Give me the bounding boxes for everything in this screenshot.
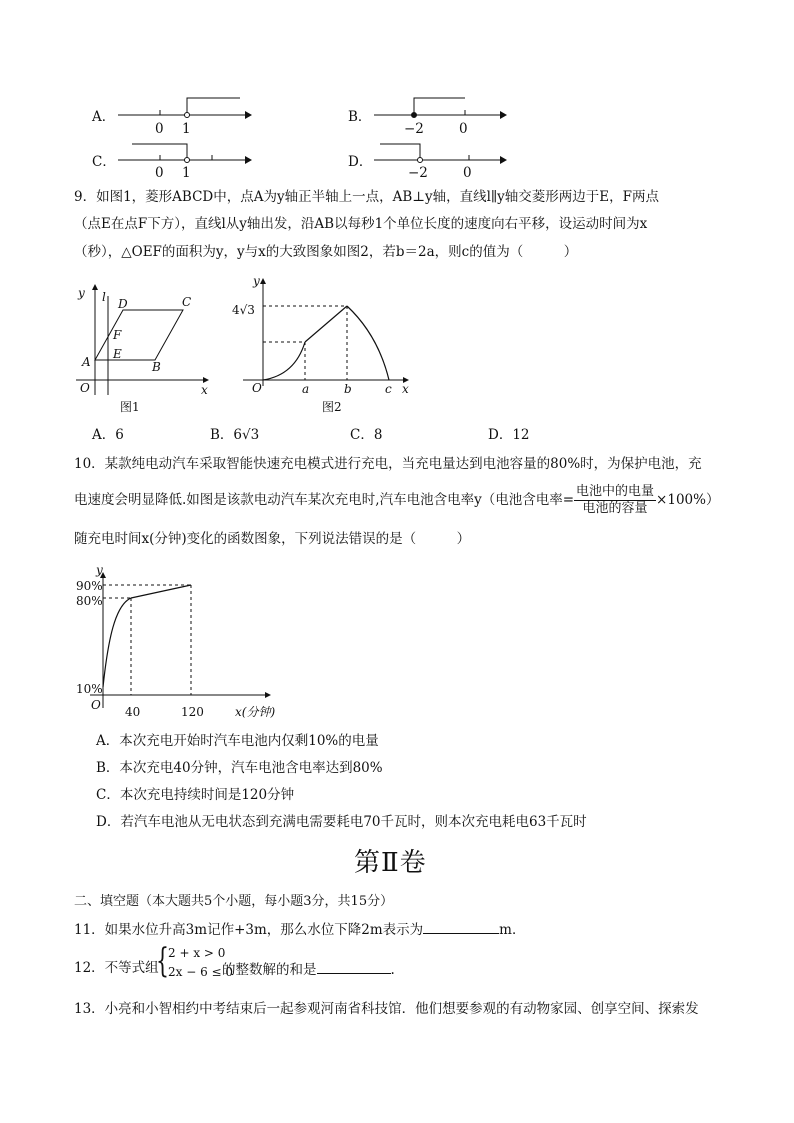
q8-b-tick-neg2: −2: [404, 121, 424, 137]
q8-d-tick-0: 0: [463, 165, 472, 181]
q10-graph-label-40: 40: [125, 705, 141, 719]
fig1-label-e: E: [113, 347, 122, 361]
fig2-label-y: y: [253, 274, 260, 288]
fig1-label-l: l: [102, 290, 106, 304]
q10-graph-label-120: 120: [181, 705, 204, 719]
q12-brace: {: [156, 941, 169, 981]
q10-text-line3: 随充电时间x(分钟)变化的函数图象，下列说法错误的是（ ）: [74, 531, 471, 547]
q10-line2-post: ×100%）: [656, 492, 720, 508]
fig2-label-a: a: [302, 382, 310, 396]
q8-a-tick-1: 1: [182, 121, 191, 137]
section-heading: 二、填空题（本大题共5个小题，每小题3分，共15分）: [74, 894, 394, 909]
q10-choice-b: B．本次充电40分钟，汽车电池含电率达到80%: [96, 760, 383, 776]
q9-choice-c: C．8: [350, 427, 383, 443]
q10-graph-label-90: 90%: [76, 579, 103, 593]
q12-answer-blank[interactable]: [317, 959, 391, 974]
fig1-label-c: C: [182, 295, 192, 309]
fig2-label-ymax: 4√3: [232, 303, 255, 317]
fig1-label-o: O: [80, 381, 90, 395]
fig2-label-c: c: [385, 382, 392, 396]
q8-option-d-label: D．: [348, 154, 373, 170]
fig2-label-b: b: [344, 382, 352, 396]
q10-line2-pre: 电速度会明显降低.如图是该款电动汽车某次充电时,汽车电池含电率y（电池含电率=: [74, 492, 575, 508]
q10-graph-label-y: y: [96, 563, 103, 577]
q10-choice-a: A．本次充电开始时汽车电池内仅剩10%的电量: [96, 733, 379, 749]
fig1-label-f: F: [113, 328, 122, 342]
fig1-label-y: y: [78, 286, 85, 300]
q8-b-tick-0: 0: [459, 121, 468, 137]
fig2-label-x: x: [402, 382, 409, 396]
q10-text-line1: 10．某款纯电动汽车采取智能快速充电模式进行充电，当充电量达到电池容量的80%时，为保护电池，充: [74, 456, 702, 472]
q10-choice-c: C．本次充电持续时间是120分钟: [96, 787, 295, 803]
fig1-label-d: D: [118, 297, 128, 311]
q10-choice-d: D．若汽车电池从无电状态到充满电需要耗电70千瓦时，则本次充电耗电63千瓦时: [96, 814, 587, 830]
q8-option-c-label: C．: [92, 154, 116, 170]
q12-end: .: [390, 962, 395, 978]
fig2-label-o: O: [252, 381, 262, 395]
q8-option-a-label: A．: [92, 109, 116, 125]
section-title: 第Ⅱ卷: [354, 848, 427, 878]
q8-c-tick-0: 0: [155, 165, 164, 181]
fig2-caption: 图2: [322, 400, 342, 414]
q9-choice-d: D．12: [488, 427, 530, 443]
q12-tail: [222, 959, 395, 979]
q9-text-line2: （点E在点F下方），直线l从y轴出发，沿AB以每秒1个单位长度的速度向右平移，设运动时间为x: [74, 216, 648, 232]
q8-c-tick-1: 1: [182, 165, 191, 181]
q12-question: 的整数解的和是: [222, 962, 317, 978]
q10-graph-label-o: O: [91, 698, 101, 712]
q12-text: 12．不等式组: [74, 960, 159, 976]
q9-text-line3: （秒），△OEF的面积为y，y与x的大致图象如图2，若b＝2a，则c的值为（ ）: [74, 244, 578, 260]
q11-unit: m．: [499, 922, 526, 938]
q10-graph-label-80: 80%: [76, 594, 103, 608]
fig1-label-x: x: [201, 383, 208, 397]
q8-a-tick-0: 0: [155, 121, 164, 137]
q11: [74, 919, 525, 939]
q12-row1: 2 + x > 0: [168, 946, 226, 960]
q11-answer-blank[interactable]: [423, 919, 499, 934]
q9-choice-b: B．6√3: [210, 427, 260, 443]
q10-fraction-numerator: 电池中的电量: [576, 484, 655, 499]
q9-choice-a: A．6: [92, 427, 124, 443]
q13-text: 13．小亮和小智相约中考结束后一起参观河南省科技馆．他们想要参观的有动物家园、创享空间、探索发: [74, 1001, 699, 1017]
fig1-label-a: A: [82, 355, 91, 369]
q11-text: 11．如果水位升高3m记作+3m，那么水位下降2m表示为: [74, 922, 424, 938]
q9-text-line1: 9．如图1，菱形ABCD中，点A为y轴正半轴上一点，AB⊥y轴，直线l∥y轴交菱形两边于E，F两点: [74, 189, 660, 205]
fig1-label-b: B: [152, 360, 161, 374]
q8-option-b-label: B．: [348, 109, 372, 125]
q10-graph-label-x: x(分钟): [235, 705, 276, 719]
q10-graph-label-10: 10%: [76, 682, 103, 696]
q10-fraction-denominator: 电池的容量: [582, 501, 648, 516]
fig1-caption: 图1: [120, 400, 140, 414]
q8-d-tick-neg2: −2: [408, 165, 428, 181]
q12-row2: 2x − 6 ≤ 0: [168, 965, 234, 979]
